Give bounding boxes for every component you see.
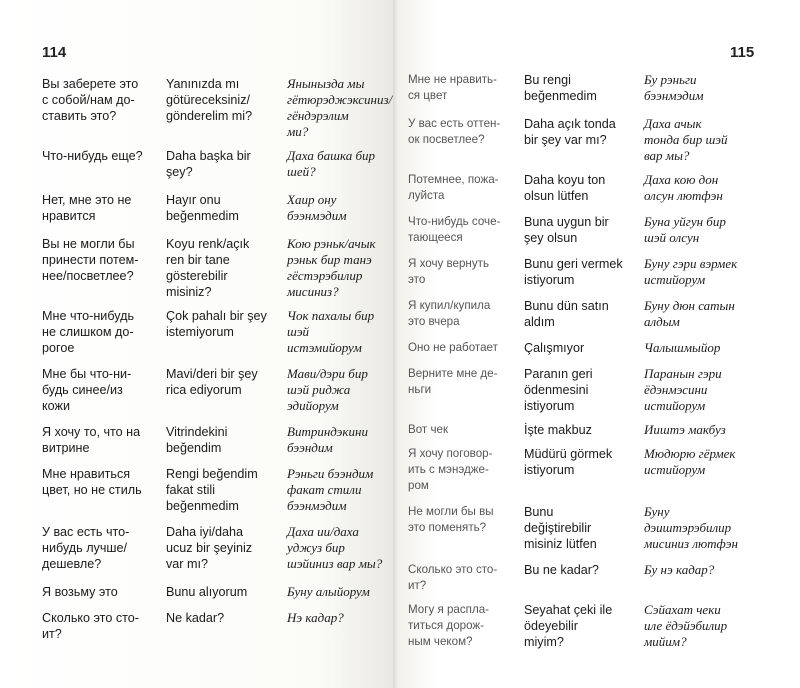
turkish-phrase: Vitrindekini beğendim — [166, 425, 228, 455]
russian-phrase: Мне не нравить- ся цвет — [408, 73, 497, 102]
transcription: Янынызда мы гётюрэджэксиниз/гёндэрэлим ми? — [287, 76, 393, 139]
turkish-phrase: Bunu geri vermek istiyorum — [524, 257, 623, 287]
turkish-phrase: Bunu değiştirebilir misiniz lütfen — [524, 505, 597, 551]
russian-phrase: Мне нравиться цвет, но не стиль — [42, 467, 142, 497]
transcription: Даха ии/даха уджуз бир шэйиниз вар мы? — [287, 524, 383, 571]
turkish-phrase: Bu rengi beğenmedim — [524, 73, 597, 103]
page-number: 114 — [42, 44, 67, 61]
turkish-phrase: Daha başka bir şey? — [166, 149, 251, 179]
russian-phrase: Верните мне де- ньги — [408, 367, 498, 396]
russian-phrase: Потемнее, пожа- луйста — [408, 173, 499, 202]
transcription: Буну дюн сатын алдым — [644, 298, 735, 329]
transcription: Мави/дэри бир шэй риджа эдийорум — [287, 366, 368, 413]
russian-phrase: Мне бы что-ни- будь синее/из кожи — [42, 367, 132, 413]
transcription: Буну гэри вэрмек истийорум — [644, 256, 738, 287]
turkish-phrase: Hayır onu beğenmedim — [166, 193, 239, 223]
turkish-phrase: Rengi beğendim fakat stili beğenmedim — [166, 467, 258, 513]
turkish-phrase: Bu ne kadar? — [524, 563, 599, 577]
transcription: Даха ачык тонда бир шэй вар мы? — [644, 116, 728, 163]
page-number: 115 — [730, 44, 755, 61]
russian-phrase: Не могли бы вы это поменять? — [408, 505, 494, 534]
transcription: Хаир ону бээнмэдим — [287, 192, 347, 223]
russian-phrase: Вот чек — [408, 423, 449, 436]
transcription: Бу нэ кадар? — [644, 562, 715, 577]
russian-phrase: Я купил/купила это вчера — [408, 299, 491, 328]
transcription: Ииштэ макбуз — [644, 422, 726, 437]
turkish-phrase: Daha koyu ton olsun lütfen — [524, 173, 606, 203]
russian-phrase: Оно не работает — [408, 341, 498, 354]
transcription: Рэньги бээндим факат стили бээнмэдим — [287, 466, 374, 513]
turkish-phrase: Bunu dün satın aldım — [524, 299, 609, 329]
russian-phrase: Что-нибудь соче- тающееся — [408, 215, 501, 244]
russian-phrase: Нет, мне это не нравится — [42, 193, 132, 223]
turkish-phrase: Mavi/deri bir şey rica ediyorum — [166, 367, 258, 397]
turkish-phrase: Müdürü görmek istiyorum — [524, 447, 613, 477]
transcription: Чок пахалы бир шэй истэмийорум — [287, 308, 375, 355]
transcription: Даха башка бир шей? — [287, 148, 376, 179]
transcription: Буну алыйорум — [287, 584, 370, 599]
turkish-phrase: Ne kadar? — [166, 611, 225, 625]
turkish-phrase: Buna uygun bir şey olsun — [524, 215, 609, 245]
russian-phrase: Вы не могли бы принести потем- нее/посветлее? — [42, 237, 139, 283]
transcription: Сэйахат чеки иле ёдэйэбилир мийим? — [644, 602, 728, 649]
turkish-phrase: Yanınızda mı götüreceksiniz/ gönderelim mi? — [166, 77, 253, 123]
russian-phrase: Я возьму это — [42, 585, 118, 599]
transcription: Витриндэкини бээндим — [287, 424, 368, 455]
turkish-phrase: Koyu renk/açık ren bir tane gösterebilir misiniz? — [166, 237, 250, 299]
transcription: Паранын гэри ёдэнмэсини истийорум — [644, 366, 722, 413]
russian-phrase: Вы заберете это с собой/нам до- ставить это? — [42, 77, 139, 123]
turkish-phrase: Daha iyi/daha ucuz bir şeyiniz var mı? — [166, 525, 253, 571]
russian-phrase: Я хочу то, что на витрине — [42, 425, 141, 455]
turkish-phrase: İşte makbuz — [524, 423, 592, 437]
turkish-phrase: Bunu alıyorum — [166, 585, 248, 599]
turkish-phrase: Daha açık tonda bir şey var mı? — [524, 117, 616, 147]
transcription: Нэ кадар? — [287, 610, 344, 625]
russian-phrase: Могу я распла- титься дорож- ным чеком? — [408, 603, 490, 648]
russian-phrase: У вас есть оттен- ок посветлее? — [408, 117, 501, 146]
russian-phrase: Я хочу поговор- ить с мэнэдже- ром — [408, 447, 493, 492]
left-page — [0, 0, 398, 688]
russian-phrase: Сколько это сто- ит? — [42, 611, 139, 641]
turkish-phrase: Seyahat çeki ile ödeyebilir miyim? — [524, 603, 613, 649]
transcription: Даха кою дон олсун лютфэн — [644, 172, 723, 203]
transcription: Мюдюрю гёрмек истийорум — [644, 446, 736, 477]
turkish-phrase: Paranın geri ödenmesini istiyorum — [524, 367, 593, 413]
turkish-phrase: Çalışmıyor — [524, 341, 585, 355]
right-page — [398, 0, 800, 688]
transcription: Буна уйгун бир шэй олсун — [644, 214, 726, 245]
russian-phrase: Мне что-нибудь не слишком до- рогое — [42, 309, 135, 355]
russian-phrase: У вас есть что- нибудь лучше/ дешевле? — [42, 525, 130, 571]
turkish-phrase: Çok pahalı bir şey istemiyorum — [166, 309, 267, 339]
transcription: Бу рэньги бээнмэдим — [644, 72, 704, 103]
russian-phrase: Я хочу вернуть это — [408, 257, 489, 286]
transcription: Кою рэньк/ачык рэньк бир танэ гёстэрэбилир мисиниз? — [287, 236, 376, 299]
russian-phrase: Что-нибудь еще? — [42, 149, 143, 163]
transcription: Буну дэиштэрэбилир мисиниз лютфэн — [644, 504, 738, 551]
russian-phrase: Сколько это сто- ит? — [408, 563, 498, 592]
transcription: Чалышмыйор — [644, 340, 721, 355]
